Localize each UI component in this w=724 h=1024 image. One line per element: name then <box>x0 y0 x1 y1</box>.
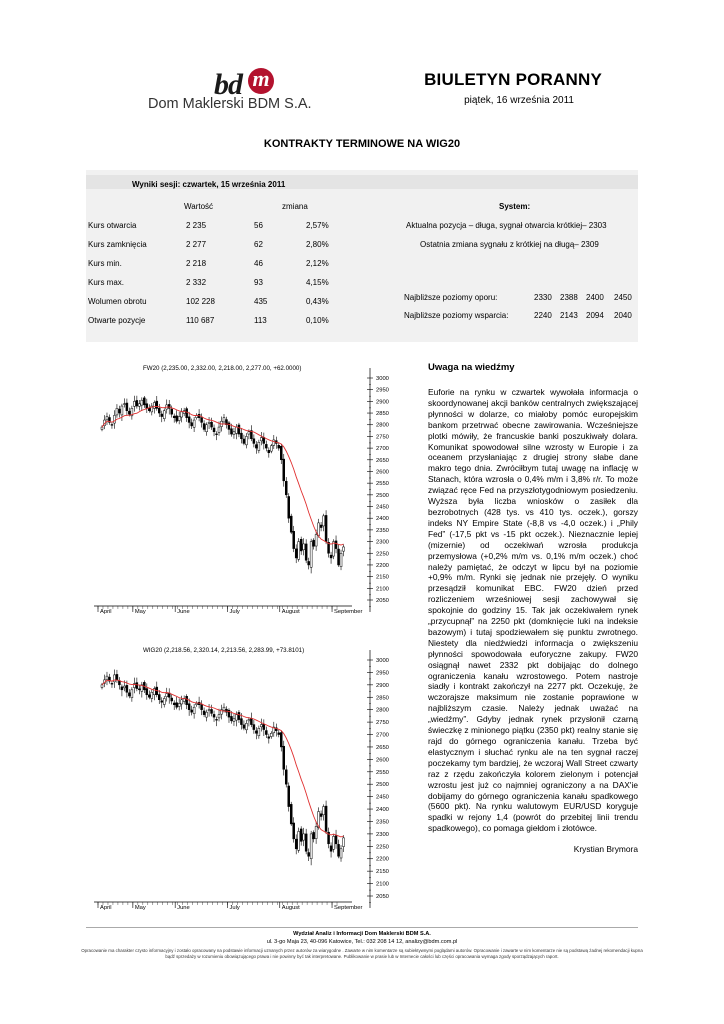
candle-body <box>181 412 183 417</box>
candle-body <box>146 689 148 695</box>
session-row-label: Kurs otwarcia <box>88 221 137 230</box>
candle-body <box>238 425 240 434</box>
candle-body <box>128 693 130 696</box>
candle-body <box>218 715 220 718</box>
y-tick-label: 2850 <box>376 695 389 702</box>
x-tick-label: August <box>281 609 300 615</box>
y-tick-label: 2050 <box>376 598 389 604</box>
candle-body <box>178 417 180 421</box>
footer-address: ul. 3-go Maja 23, 40-096 Katowice, Tel.: 032 208 14 12, analizy@bdm.com.pl <box>266 939 458 945</box>
y-tick-label: 2450 <box>376 794 389 801</box>
session-row-value: 110 687 <box>186 316 215 325</box>
candle-body <box>253 725 255 730</box>
session-row-value: 2 218 <box>186 259 207 268</box>
support-1: 2240 <box>534 311 552 320</box>
candle-body <box>305 834 307 851</box>
candle-body <box>191 423 193 426</box>
candle-body <box>253 439 255 444</box>
candle-body <box>123 404 125 405</box>
session-row-pct: 0,10% <box>306 316 329 325</box>
candle-body <box>263 437 265 443</box>
candle-body <box>148 695 150 697</box>
candle-body <box>166 694 168 697</box>
candle-body <box>263 724 265 729</box>
y-tick-label: 2650 <box>376 744 389 751</box>
candle-body <box>113 415 115 423</box>
candle-body <box>255 445 257 449</box>
candle-body <box>280 446 282 460</box>
session-row-chg: 56 <box>254 221 263 230</box>
x-tick-label: September <box>334 609 363 615</box>
candle-body <box>163 411 165 419</box>
y-tick-label: 2750 <box>376 434 389 441</box>
candle-body <box>338 549 340 565</box>
candle-body <box>310 834 312 859</box>
candle-body <box>325 515 327 541</box>
y-tick-label: 2350 <box>376 819 389 826</box>
candle-body <box>213 428 215 432</box>
candle-body <box>235 715 237 720</box>
candle-body <box>146 404 148 409</box>
candle-body <box>121 687 123 690</box>
candle-body <box>255 731 257 733</box>
candle-body <box>188 417 190 423</box>
candle-body <box>141 400 143 405</box>
candle-body <box>285 481 287 495</box>
candle-body <box>193 420 195 427</box>
candle-body <box>230 429 232 434</box>
session-row-value: 2 332 <box>186 278 207 287</box>
candle-body <box>101 427 103 429</box>
candle-body <box>310 542 312 568</box>
candle-body <box>258 442 260 450</box>
session-row-label: Kurs max. <box>88 278 125 287</box>
candle-body <box>248 720 250 721</box>
y-tick-label: 2600 <box>376 757 389 764</box>
y-tick-label: 2050 <box>376 894 389 900</box>
candle-body <box>330 846 332 851</box>
candle-body <box>176 416 178 421</box>
x-tick-label: June <box>177 905 190 911</box>
candle-body <box>235 427 237 433</box>
candle-body <box>250 718 252 724</box>
commentary-body: Euforie na rynku w czwartek wywołała informacja o skoordynowanej akcji banków centralnych zwiększającej płynności w dolarze, co miałoby pomóc europejskim bankom przetrwać obecne zawirowania. Wcześniejsze plotki mówiły, że francuskie banki poszukiwały dolara. Komunikat spowodował silne wzrosty w Europie i za oceanem przysłaniając z drugiej strony słabe dane makro tego dnia. Zwróciłbym tutaj uwagę na inflację w Stanach, która wzrosła o 0,4% m/m i 3,8% r/r. To może związać ręce Fed na przyszłotygodniowym posiedzeniu. Wyższa była liczba wniosków o zasiłek dla bezrobotnych (428 tys. vs 410 tys. oczek.), gorszy indeks NY Empire State (-8,8 vs -4,0 oczek.) i „Phily Fed” (-17,5 pkt vs -15 pkt oczek.). Nieznacznie lepiej (mizernie) od oczekiwań wzrosła produkcja przemysłowa (+0,2% m/m vs. 0,1% m/m oczek.) choć należy pamiętać, że odczyt w lipcu był na poziomie +0,9% m/m. Rynki się jednak nie przejęły. O wyniku przesądził komunikat EBC. FW20 dzień przed rozliczeniem wrześniowej sesji zachowywał się spokojnie do godziny 15. Tak jak oczekiwałem rynek „przycupnął” na 2250 pkt (domknięcie luki na indeksie bazowym) i tutaj spodziewałem się punktu zwrotnego. Niestety dla niedźwiedzi informacja o zwiększeniu płynności spowodowała euforyczne zakupy. FW20 osiągnął nawet 2332 pkt dobijając do dolnego ograniczenia kanału wzrostowego. Potem nastroje siadły i kontrakt zakończył na 2277 pkt. Oczekuję, że wczorajsze maksimum nie zostanie poprawione w najbliższym czasie. Należy jednak uważać na „wiedźmy”. Gdyby jednak rynek przysłonił czarną świeczkę z minionego piątku (2350 pkt) realny stanie się rajd do górnego ograniczenia kanału. Trzeba być elastycznym i słuchać rynku ale na ten sygnał raczej poczekamy tym bardziej, że wczoraj Wall Street czwarty raz z rzędu zakończyła kolorem zielonym i potencjał wzrostu jest już co najmniej ograniczony a na DAX'ie dobijamy do górnego ograniczenia kanału spadkowego (5600 pkt). Na rynku walutowym EUR/USD koryguje spadki w rejony 1,4 (powrót do przebitej linii trendu spadkowego), co pomaga giełdom i złotówce. <box>428 387 638 834</box>
col-value-header: Wartość <box>184 202 214 211</box>
system-line-2: Ostatnia zmiana sygnału z krótkiej na długą– 2309 <box>420 240 599 249</box>
candle-body <box>268 737 270 738</box>
session-row-pct: 2,57% <box>306 221 329 230</box>
y-tick-label: 3000 <box>376 376 389 382</box>
logo-m-badge: m <box>248 68 274 94</box>
candle-body <box>193 707 195 713</box>
candle-body <box>156 401 158 408</box>
candle-body <box>186 696 188 704</box>
candle-body <box>290 804 292 824</box>
candle-body <box>300 539 302 551</box>
candle-body <box>153 403 155 409</box>
candle-body <box>176 703 178 707</box>
session-results-panel <box>86 170 638 342</box>
candle-body <box>111 425 113 426</box>
y-tick-label: 2250 <box>376 551 389 558</box>
candle-body <box>320 525 322 528</box>
candle-body <box>325 806 327 831</box>
resistance-3: 2400 <box>586 293 604 302</box>
candle-body <box>223 418 225 422</box>
candle-body <box>111 683 113 684</box>
logo-bd-text: bd <box>214 68 242 101</box>
candle-body <box>138 404 140 407</box>
y-tick-label: 2800 <box>376 707 389 714</box>
candle-body <box>293 823 295 839</box>
bulletin-date: piątek, 16 września 2011 <box>464 95 574 106</box>
x-tick-label: April <box>100 609 112 615</box>
y-tick-label: 2300 <box>376 831 389 838</box>
system-label: System: <box>499 202 531 211</box>
candle-body <box>161 701 163 702</box>
y-tick-label: 2200 <box>376 856 389 863</box>
session-row-value: 102 228 <box>186 297 215 306</box>
session-row-chg: 113 <box>254 316 267 325</box>
charts-svg <box>86 356 406 924</box>
candle-body <box>121 406 123 415</box>
y-tick-label: 2800 <box>376 422 389 429</box>
candle-body <box>295 839 297 849</box>
y-tick-label: 2500 <box>376 782 389 789</box>
commentary-author: Krystian Brymora <box>573 844 638 855</box>
candle-body <box>196 703 198 704</box>
y-tick-label: 2250 <box>376 844 389 851</box>
candle-body <box>298 542 300 560</box>
commentary <box>428 362 638 854</box>
candle-body <box>188 704 190 710</box>
y-tick-label: 2150 <box>376 574 389 581</box>
candle-body <box>315 826 317 838</box>
session-row-pct: 0,43% <box>306 297 329 306</box>
bulletin-title: BIULETYN PORANNY <box>424 70 602 89</box>
moving-average-line <box>102 406 344 545</box>
candle-body <box>280 733 282 747</box>
candle-body <box>106 676 108 679</box>
y-tick-label: 2100 <box>376 881 389 888</box>
charts-area <box>86 356 406 924</box>
candle-body <box>283 746 285 769</box>
y-tick-label: 2900 <box>376 682 389 689</box>
candle-body <box>278 445 280 448</box>
candle-body <box>270 733 272 736</box>
y-tick-label: 2400 <box>376 807 389 814</box>
resistance-4: 2450 <box>614 293 632 302</box>
candle-body <box>171 698 173 701</box>
candle-body <box>288 786 290 807</box>
candle-body <box>223 707 225 710</box>
candle-body <box>285 770 287 784</box>
candle-body <box>333 836 335 849</box>
candle-body <box>245 723 247 729</box>
candle-body <box>208 710 210 711</box>
candle-body <box>300 829 302 841</box>
footer-disclaimer: Opracowanie ma charakter czysto informacyjny i zostało opracowany na podstawie informacji uznanych przez autorów za wiarygodne . Zawarte w nim komentarze są subiektywnymi poglądami autorów. Opracowanie i zawarte w nim komentarze nie są podstawą żadnej rekomendacji kupna bądź sprzedaży w rozumieniu obowiązującego prawa i nie powinny być tak interpretowane. Publikowanie w prasie lub w Internecie całości lub części opracowania wymaga zgody sporządzających raport. <box>81 948 643 959</box>
session-row-chg: 46 <box>254 259 263 268</box>
chart-title: WIG20 (2,218.56, 2,320.14, 2,213.56, 2,283.99, +73.8101) <box>143 647 305 654</box>
candle-body <box>128 411 130 414</box>
candle-body <box>243 725 245 728</box>
session-row-label: Otwarte pozycje <box>88 316 146 325</box>
chart-title: FW20 (2,235.00, 2,332.00, 2,218.00, 2,277.00, +62.0000) <box>143 365 302 372</box>
col-change-header: zmiana <box>282 202 308 211</box>
candle-body <box>158 695 160 700</box>
session-row-pct: 4,15% <box>306 278 329 287</box>
candle-body <box>303 544 305 550</box>
candle-body <box>133 401 135 406</box>
candle-body <box>248 432 250 434</box>
candle-body <box>308 853 310 857</box>
candle-body <box>211 422 213 427</box>
candle-body <box>143 398 145 405</box>
session-row-chg: 62 <box>254 240 263 249</box>
candle-body <box>268 450 270 453</box>
candle-body <box>278 733 280 735</box>
commentary-title: Uwaga na wiedźmy <box>428 362 515 373</box>
company-name: Dom Maklerski BDM S.A. <box>148 96 312 112</box>
support-4: 2040 <box>614 311 632 320</box>
candle-body <box>315 535 317 546</box>
session-row-pct: 2,12% <box>306 259 329 268</box>
candle-body <box>151 692 153 698</box>
candle-body <box>323 516 325 526</box>
candle-body <box>106 417 108 420</box>
candle-body <box>163 699 165 705</box>
y-tick-label: 2700 <box>376 732 389 739</box>
candle-body <box>243 439 245 443</box>
section-title: KONTRAKTY TERMINOWE NA WIG20 <box>263 138 461 150</box>
candle-body <box>123 686 125 688</box>
candle-body <box>308 561 310 565</box>
resistance-label: Najbliższe poziomy oporu: <box>404 293 498 302</box>
candle-body <box>191 710 193 712</box>
candle-body <box>303 834 305 840</box>
x-tick-label: May <box>134 905 146 911</box>
candle-body <box>201 705 203 710</box>
support-2: 2143 <box>560 311 578 320</box>
candle-body <box>131 690 133 698</box>
x-tick-label: June <box>177 609 190 615</box>
candle-body <box>206 425 208 432</box>
candle-body <box>343 838 345 847</box>
candle-body <box>295 549 297 558</box>
session-row-label: Wolumen obrotu <box>88 297 147 306</box>
session-row-pct: 2,80% <box>306 240 329 249</box>
y-tick-label: 3000 <box>376 658 389 664</box>
candle-body <box>318 523 320 536</box>
candle-body <box>288 496 290 518</box>
company-logo <box>148 66 328 116</box>
candle-body <box>216 719 218 720</box>
candle-body <box>171 409 173 414</box>
moving-average-line <box>102 680 344 837</box>
candle-body <box>233 718 235 721</box>
candle-body <box>230 716 232 720</box>
candle-body <box>116 408 118 415</box>
candle-body <box>293 531 295 548</box>
candle-body <box>208 422 210 423</box>
x-tick-label: July <box>229 609 240 615</box>
candle-body <box>178 703 180 706</box>
candle-body <box>233 432 235 435</box>
y-tick-label: 2650 <box>376 457 389 464</box>
candle-body <box>126 403 128 411</box>
y-tick-label: 2450 <box>376 504 389 511</box>
candle-body <box>258 728 260 735</box>
session-row-chg: 435 <box>254 297 268 306</box>
candle-body <box>290 516 292 532</box>
candle-body <box>138 689 140 690</box>
candle-body <box>313 832 315 838</box>
footer-department: Wydział Analiz i Informacji Dom Maklerski BDM S.A. <box>293 931 431 937</box>
candle-body <box>203 711 205 715</box>
candle-body <box>238 712 240 719</box>
candle-body <box>173 416 175 418</box>
candle-body <box>320 814 322 817</box>
x-tick-label: July <box>229 905 240 911</box>
candle-body <box>211 709 213 713</box>
y-tick-label: 2350 <box>376 527 389 534</box>
candle-body <box>216 434 218 435</box>
candle-body <box>173 703 175 705</box>
y-tick-label: 2750 <box>376 720 389 727</box>
candle-body <box>206 712 208 717</box>
candle-body <box>343 547 345 551</box>
candle-body <box>283 459 285 481</box>
candle-body <box>158 408 160 413</box>
candle-body <box>218 427 220 432</box>
candle-body <box>148 408 150 410</box>
support-3: 2094 <box>586 311 604 320</box>
footer-divider <box>86 927 638 928</box>
session-row-value: 2 277 <box>186 240 207 249</box>
support-label: Najbliższe poziomy wsparcia: <box>404 311 509 320</box>
x-tick-label: September <box>334 905 363 911</box>
x-tick-label: May <box>134 609 146 615</box>
candle-body <box>161 414 163 417</box>
candle-body <box>181 700 183 704</box>
candle-body <box>118 409 120 413</box>
y-tick-label: 2550 <box>376 769 389 776</box>
x-tick-label: April <box>100 905 112 911</box>
candle-body <box>338 844 340 856</box>
candle-body <box>136 400 138 406</box>
candle-body <box>201 418 203 423</box>
candle-body <box>273 440 275 445</box>
y-tick-label: 2900 <box>376 399 389 406</box>
candle-body <box>330 555 332 558</box>
candle-body <box>240 433 242 439</box>
y-tick-label: 2950 <box>376 387 389 394</box>
candle-body <box>265 444 267 448</box>
candle-body <box>245 436 247 444</box>
session-heading: Wyniki sesji: czwartek, 15 września 2011 <box>132 180 286 189</box>
candle-body <box>305 544 307 560</box>
y-tick-label: 2300 <box>376 539 389 546</box>
candle-body <box>240 719 242 725</box>
session-row-chg: 93 <box>254 278 263 287</box>
candle-body <box>101 685 103 687</box>
candle-body <box>260 725 262 727</box>
y-tick-label: 2200 <box>376 562 389 569</box>
y-tick-label: 2950 <box>376 670 389 677</box>
candle-body <box>335 836 337 844</box>
candle-body <box>203 424 205 430</box>
x-tick-label: August <box>281 905 300 911</box>
y-tick-label: 2100 <box>376 586 389 593</box>
y-tick-label: 2850 <box>376 411 389 418</box>
candle-body <box>340 553 342 566</box>
candle-body <box>260 438 262 441</box>
candle-body <box>136 683 138 689</box>
candle-body <box>270 446 272 451</box>
resistance-2: 2388 <box>560 293 578 302</box>
candle-body <box>323 807 325 815</box>
candle-body <box>298 831 300 850</box>
session-row-label: Kurs min. <box>88 259 122 268</box>
session-row-value: 2 235 <box>186 221 207 230</box>
candle-body <box>335 541 337 549</box>
y-tick-label: 2600 <box>376 469 389 476</box>
candle-body <box>126 685 128 692</box>
y-tick-label: 2700 <box>376 446 389 453</box>
candle-body <box>213 714 215 717</box>
session-row-label: Kurs zamknięcia <box>88 240 147 249</box>
candle-body <box>186 409 188 418</box>
y-tick-label: 2550 <box>376 481 389 488</box>
resistance-1: 2330 <box>534 293 552 302</box>
candle-body <box>265 731 267 735</box>
y-tick-label: 2150 <box>376 869 389 876</box>
y-tick-label: 2400 <box>376 516 389 523</box>
y-tick-label: 2500 <box>376 492 389 499</box>
candle-body <box>340 849 342 858</box>
candle-body <box>116 674 118 679</box>
system-line-1: Aktualna pozycja – długa, sygnał otwarcia krótkiej– 2303 <box>406 221 607 230</box>
candle-body <box>313 540 315 546</box>
